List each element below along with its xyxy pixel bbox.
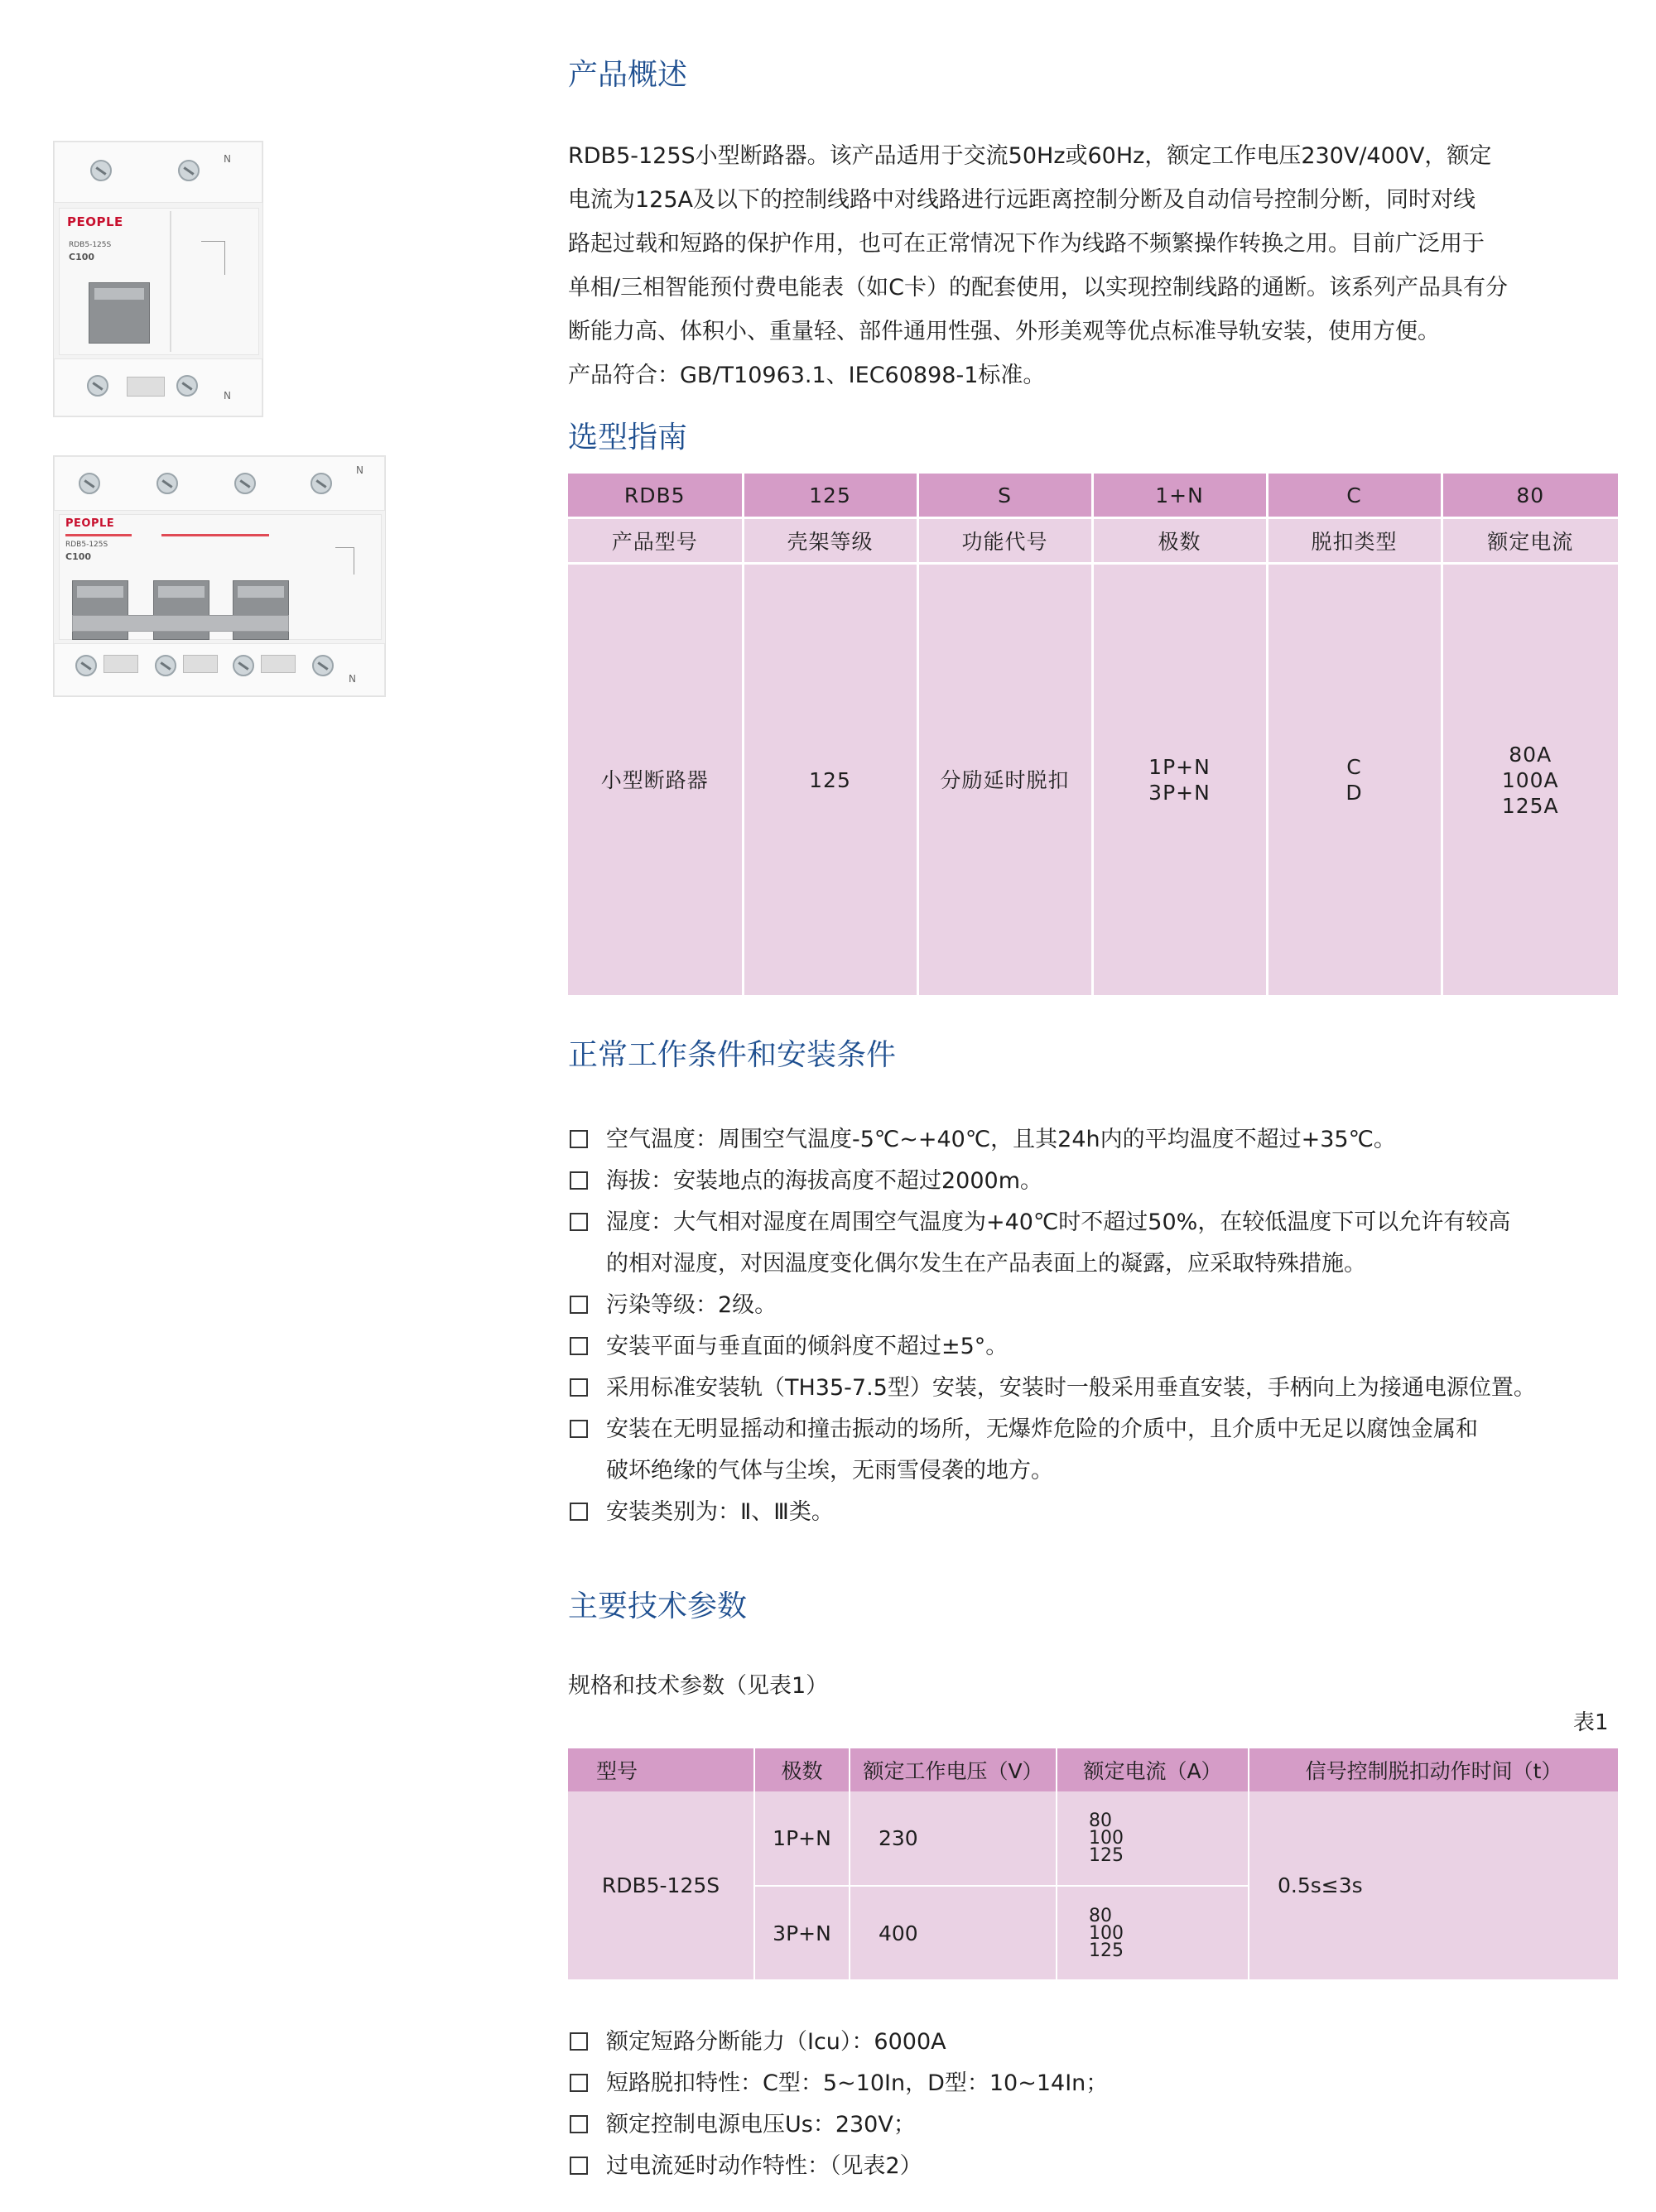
product-image-1p bbox=[53, 141, 263, 417]
overview-paragraph bbox=[568, 134, 1620, 397]
pole-option: 1P+N bbox=[1148, 755, 1211, 779]
breaker-symbol-icon bbox=[335, 547, 354, 575]
list-item: 海拔：安装地点的海拔高度不超过2000m。 bbox=[568, 1161, 1636, 1202]
overview-line: RDB5-125S小型断路器。该产品适用于交流50Hz或60Hz，额定工作电压230V/400V，额定 bbox=[568, 143, 1492, 169]
code-cell: 80 bbox=[1442, 474, 1618, 518]
current-value: 100 bbox=[1089, 1828, 1124, 1849]
screw-icon bbox=[79, 473, 100, 494]
value-cell-frame: 125 bbox=[743, 564, 917, 996]
breaker-handle bbox=[89, 282, 150, 344]
tech-heading: 主要技术参数 bbox=[568, 1589, 748, 1623]
label-cell: 功能代号 bbox=[917, 518, 1092, 564]
value-cell-poles bbox=[1092, 564, 1267, 996]
handle-tie-bar bbox=[72, 615, 289, 632]
checkbox-icon bbox=[570, 2074, 588, 2092]
screw-icon bbox=[178, 160, 200, 181]
code-cell: C bbox=[1267, 474, 1442, 518]
tech-table bbox=[568, 1748, 1618, 1981]
header-current: 额定电流（A） bbox=[1057, 1748, 1249, 1791]
checkbox-icon bbox=[570, 1420, 588, 1438]
screw-icon bbox=[233, 655, 254, 676]
voltage-cell: 230 bbox=[850, 1791, 1057, 1886]
conditions-heading: 正常工作条件和安装条件 bbox=[568, 1038, 897, 1072]
selection-heading: 选型指南 bbox=[568, 421, 688, 454]
screw-icon bbox=[75, 655, 97, 676]
screw-icon bbox=[156, 473, 178, 494]
screw-icon bbox=[155, 655, 176, 676]
header-voltage: 额定工作电压（V） bbox=[850, 1748, 1057, 1791]
terminal-slot bbox=[183, 655, 218, 673]
list-item: 额定短路分断能力（Icu）：6000A bbox=[568, 2022, 1636, 2063]
pole-option: 3P+N bbox=[1148, 781, 1211, 805]
rating-label: C100 bbox=[69, 252, 95, 262]
screw-icon bbox=[90, 160, 112, 181]
value-cell-trip bbox=[1267, 564, 1442, 996]
value-cell-current bbox=[1442, 564, 1618, 996]
checkbox-icon bbox=[570, 1503, 588, 1521]
terminal-slot bbox=[127, 377, 165, 397]
conditions-list bbox=[568, 1119, 1636, 1533]
current-option: 80A bbox=[1509, 742, 1552, 767]
voltage-cell: 400 bbox=[850, 1886, 1057, 1980]
poles-cell: 1P+N bbox=[754, 1791, 850, 1886]
overview-line: 单相/三相智能预付费电能表（如C卡）的配套使用，以实现控制线路的通断。该系列产品具有分 bbox=[568, 275, 1508, 301]
brand-logo: PEOPLE bbox=[65, 517, 115, 530]
accent-line bbox=[65, 534, 132, 536]
screw-icon bbox=[234, 473, 256, 494]
header-time: 信号控制脱扣动作时间（t） bbox=[1249, 1748, 1618, 1791]
checkbox-icon bbox=[570, 1296, 588, 1314]
neutral-label: N bbox=[224, 390, 231, 402]
label-cell: 产品型号 bbox=[568, 518, 743, 564]
value-cell-type: 小型断路器 bbox=[568, 564, 743, 996]
list-item: 额定控制电源电压Us：230V； bbox=[568, 2104, 1636, 2146]
product-image-3p bbox=[53, 455, 386, 697]
tech-notes-list bbox=[568, 2022, 1636, 2187]
list-item: 过电流延时动作特性：（见表2） bbox=[568, 2146, 1636, 2187]
current-cell bbox=[1057, 1886, 1249, 1980]
current-value: 125 bbox=[1089, 1940, 1124, 1961]
checkbox-icon bbox=[570, 1378, 588, 1397]
overview-line: 电流为125A及以下的控制线路中对线路进行远距离控制分断及自动信号控制分断，同时对线 bbox=[568, 187, 1476, 213]
selection-value-row bbox=[568, 564, 1618, 996]
overview-line: 断能力高、体积小、重量轻、部件通用性强、外形美观等优点标准导轨安装，使用方便。 bbox=[568, 319, 1440, 344]
screw-icon bbox=[312, 655, 334, 676]
selection-label-row bbox=[568, 518, 1618, 564]
overview-line: 路起过载和短路的保护作用，也可在正常情况下作为线路不频繁操作转换之用。目前广泛用于 bbox=[568, 231, 1485, 257]
header-poles: 极数 bbox=[754, 1748, 850, 1791]
table-label: 表1 bbox=[1573, 1710, 1609, 1735]
label-cell: 脱扣类型 bbox=[1267, 518, 1442, 564]
selection-table bbox=[568, 474, 1618, 995]
list-item: 采用标准安装轨（TH35-7.5型）安装，安装时一般采用垂直安装，手柄向上为接通电源位置。 bbox=[568, 1368, 1636, 1409]
breaker-divider bbox=[170, 211, 171, 352]
breaker-top-terminals bbox=[54, 142, 262, 203]
breaker-top-terminals bbox=[54, 456, 385, 511]
model-label: RDB5-125S bbox=[69, 241, 112, 249]
current-value: 125 bbox=[1089, 1845, 1124, 1866]
checkbox-icon bbox=[570, 2032, 588, 2051]
tech-header-row bbox=[568, 1748, 1618, 1791]
screw-icon bbox=[310, 473, 332, 494]
current-value: 80 bbox=[1089, 1905, 1112, 1926]
model-cell: RDB5-125S bbox=[568, 1791, 754, 1980]
list-item: 安装平面与垂直面的倾斜度不超过±5°。 bbox=[568, 1326, 1636, 1368]
table-row bbox=[568, 1791, 1618, 1886]
checkbox-icon bbox=[570, 1130, 588, 1148]
current-cell bbox=[1057, 1791, 1249, 1886]
list-item: 安装在无明显摇动和撞击振动的场所，无爆炸危险的介质中，且介质中无足以腐蚀金属和 破坏绝缘的气体与尘埃，无雨雪侵袭的地方。 bbox=[568, 1409, 1636, 1492]
current-value: 100 bbox=[1089, 1922, 1124, 1944]
label-cell: 额定电流 bbox=[1442, 518, 1618, 564]
checkbox-icon bbox=[570, 2115, 588, 2133]
list-item: 安装类别为：Ⅱ、Ⅲ类。 bbox=[568, 1492, 1636, 1533]
overview-heading: 产品概述 bbox=[568, 58, 688, 92]
checkbox-icon bbox=[570, 1337, 588, 1355]
terminal-slot bbox=[261, 655, 296, 673]
code-cell: S bbox=[917, 474, 1092, 518]
neutral-label: N bbox=[356, 464, 363, 476]
header-model: 型号 bbox=[568, 1748, 754, 1791]
list-item: 湿度：大气相对湿度在周围空气温度为+40℃时不超过50%，在较低温度下可以允许有较高 的相对湿度，对因温度变化偶尔发生在产品表面上的凝露，应采取特殊措施。 bbox=[568, 1202, 1636, 1285]
list-item: 污染等级：2级。 bbox=[568, 1285, 1636, 1326]
checkbox-icon bbox=[570, 2157, 588, 2175]
label-cell: 壳架等级 bbox=[743, 518, 917, 564]
brand-logo: PEOPLE bbox=[67, 214, 123, 229]
poles-cell: 3P+N bbox=[754, 1886, 850, 1980]
label-cell: 极数 bbox=[1092, 518, 1267, 564]
list-item: 空气温度：周围空气温度-5℃~+40℃，且其24h内的平均温度不超过+35℃。 bbox=[568, 1119, 1636, 1161]
screw-icon bbox=[176, 375, 198, 397]
screw-icon bbox=[87, 375, 108, 397]
list-item: 短路脱扣特性：C型：5~10In，D型：10~14In； bbox=[568, 2063, 1636, 2104]
terminal-slot bbox=[104, 655, 138, 673]
neutral-label: N bbox=[349, 673, 356, 685]
accent-line bbox=[161, 534, 269, 536]
current-option: 125A bbox=[1501, 793, 1559, 818]
overview-line: 产品符合：GB/T10963.1、IEC60898-1标准。 bbox=[568, 363, 1046, 388]
checkbox-icon bbox=[570, 1213, 588, 1231]
neutral-label: N bbox=[224, 153, 231, 165]
current-value: 80 bbox=[1089, 1810, 1112, 1831]
code-cell: 125 bbox=[743, 474, 917, 518]
value-cell-function: 分励延时脱扣 bbox=[917, 564, 1092, 996]
selection-code-row bbox=[568, 474, 1618, 518]
trip-option: C bbox=[1346, 755, 1362, 779]
current-option: 100A bbox=[1501, 767, 1559, 792]
breaker-symbol-icon bbox=[201, 241, 225, 275]
code-cell: RDB5 bbox=[568, 474, 743, 518]
trip-option: D bbox=[1346, 781, 1363, 805]
time-cell: 0.5s≤3s bbox=[1249, 1791, 1618, 1980]
code-cell: 1+N bbox=[1092, 474, 1267, 518]
rating-label: C100 bbox=[65, 551, 92, 562]
tech-subtitle: 规格和技术参数（见表1） bbox=[568, 1673, 829, 1699]
model-label: RDB5-125S bbox=[65, 541, 108, 549]
checkbox-icon bbox=[570, 1171, 588, 1190]
